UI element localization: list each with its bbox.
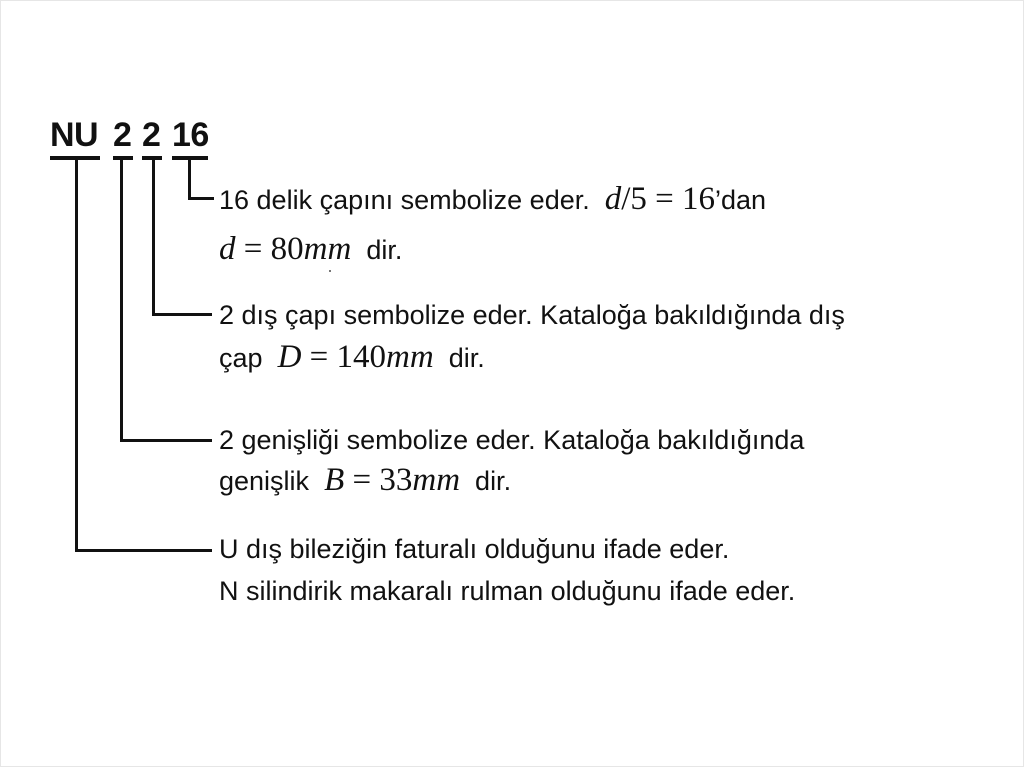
outer-line-1: 2 dış çapı sembolize eder. Kataloğa bakıldığında dış bbox=[219, 300, 845, 330]
bore-formula: d/5 = 16 bbox=[604, 181, 716, 217]
type-line-1: U dış bileziğin faturalı olduğunu ifade eder. bbox=[219, 534, 730, 564]
width-dir: dir. bbox=[475, 466, 512, 496]
bore-line-1 bbox=[219, 182, 766, 217]
width-line-1: 2 genişliği sembolize eder. Kataloğa bakıldığında bbox=[219, 425, 805, 455]
code-diameter-digit: 2 bbox=[142, 116, 161, 154]
stray-dot bbox=[329, 270, 331, 272]
underline-width-digit bbox=[113, 156, 133, 160]
connector-bore-horizontal bbox=[188, 197, 214, 200]
connector-bore-vertical bbox=[188, 160, 191, 200]
connector-width-horizontal bbox=[120, 439, 212, 442]
bore-text: 16 delik çapını sembolize eder. bbox=[219, 185, 590, 215]
connector-outer-horizontal bbox=[152, 313, 212, 316]
width-line-2 bbox=[219, 463, 511, 498]
code-width-digit: 2 bbox=[113, 116, 132, 154]
width-prefix: genişlik bbox=[219, 466, 310, 496]
connector-type-horizontal bbox=[75, 549, 212, 552]
connector-width-vertical bbox=[120, 160, 123, 442]
code-bore-digits: 16 bbox=[172, 116, 209, 154]
outer-dir: dir. bbox=[448, 343, 485, 373]
bore-result: d = 80mm bbox=[219, 231, 352, 267]
bore-line-2 bbox=[219, 232, 402, 267]
connector-outer-vertical bbox=[152, 160, 155, 316]
code-series-nu: NU bbox=[50, 116, 99, 154]
width-result: B = 33mm bbox=[324, 462, 461, 498]
bore-dir: dir. bbox=[366, 235, 403, 265]
outer-line-2 bbox=[219, 340, 485, 375]
type-line-2: N silindirik makaralı rulman olduğunu ifade eder. bbox=[219, 576, 796, 606]
outer-prefix: çap bbox=[219, 343, 263, 373]
bore-suffix: ’dan bbox=[715, 185, 767, 215]
connector-type-vertical bbox=[75, 160, 78, 552]
outer-result: D = 140mm bbox=[277, 339, 434, 375]
